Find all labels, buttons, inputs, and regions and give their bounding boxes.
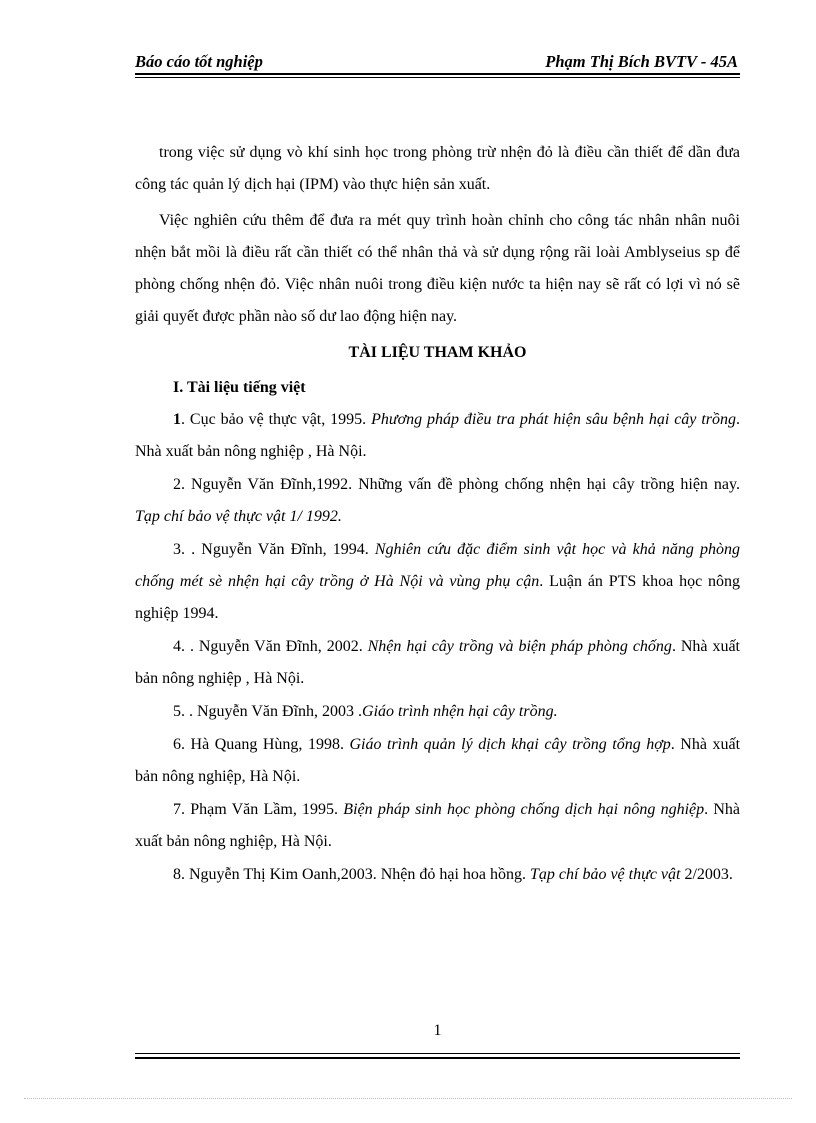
reference-number: 3.	[173, 541, 192, 558]
document-body	[135, 137, 740, 892]
footer-rule-thin	[135, 1053, 740, 1054]
reference-item: 1. Cục bảo vệ thực vật, 1995. Phương pháp điều tra phát hiện sâu bệnh hại cây trồng. Nhà xuất bản nông nghiệp , Hà Nội.	[135, 411, 740, 460]
reference-item: 5. . Nguyễn Văn Đĩnh, 2003 .Giáo trình nhện hại cây trồng.	[173, 703, 558, 720]
paragraph-1: trong việc sử dụng vò khí sinh học trong phòng trừ nhện đỏ là điều cần thiết để dần đưa công tác quản lý dịch hại (IPM) vào thực hiện sản xuất.	[135, 144, 740, 193]
references-title: TÀI LIỆU THAM KHẢO	[348, 344, 527, 361]
reference-number: 6.	[173, 736, 191, 753]
page-number: 1	[433, 1022, 442, 1039]
reference-number: 8.	[173, 866, 189, 883]
reference-number: 1	[173, 411, 181, 428]
reference-item: 8. Nguyễn Thị Kim Oanh,2003. Nhện đỏ hại hoa hồng. Tạp chí bảo vệ thực vật 2/2003.	[173, 866, 733, 883]
page-bottom-divider	[24, 1098, 792, 1099]
paragraph-2: Việc nghiên cứu thêm để đưa ra mét quy trình hoàn chỉnh cho công tác nhân nhân nuôi nhện bắt mồi là điều rất cần thiết có thể nhân thả và sử dụng rộng rãi loài Amblyseius sp để phòng chống nhện đỏ. Việc nhân nuôi trong điều kiện nước ta hiện nay sẽ rất có lợi vì nó sẽ giải quyết được phần nào số dư lao động hiện nay.	[135, 212, 740, 325]
reference-item: 4. . Nguyễn Văn Đĩnh, 2002. Nhện hại cây trồng và biện pháp phòng chống. Nhà xuất bản nông nghiệp , Hà Nội.	[135, 638, 741, 687]
references-section-heading: I. Tài liệu tiếng việt	[173, 379, 306, 396]
reference-number: 4.	[173, 638, 190, 655]
reference-item: 2. Nguyễn Văn Đĩnh,1992. Những vấn đề phòng chống nhện hại cây trồng hiện nay. Tạp chí bảo vệ thực vật 1/ 1992.	[135, 476, 740, 525]
header-left-title: Báo cáo tốt nghiệp	[135, 52, 263, 71]
reference-number: 7.	[173, 801, 191, 818]
reference-item: 7. Phạm Văn Lầm, 1995. Biện pháp sinh học phòng chống dịch hại nông nghiệp. Nhà xuất bản nông nghiệp, Hà Nội.	[135, 801, 741, 850]
reference-number: 5.	[173, 703, 189, 720]
reference-number: 2.	[173, 476, 192, 493]
footer-rule-thick	[135, 1057, 740, 1059]
page-header	[135, 46, 740, 72]
header-rule-thick	[135, 73, 740, 75]
reference-item: 6. Hà Quang Hùng, 1998. Giáo trình quản lý dịch khại cây trồng tổng hợp. Nhà xuất bản nông nghiệp, Hà Nội.	[135, 736, 741, 785]
header-rule-thin	[135, 77, 740, 78]
header-right-author: Phạm Thị Bích BVTV - 45A	[545, 52, 738, 71]
reference-item: 3. . Nguyễn Văn Đĩnh, 1994. Nghiên cứu đặc điểm sinh vật học và khả năng phòng chống mét sè nhện hại cây trồng ở Hà Nội và vùng phụ cận. Luận án PTS khoa học nông nghiệp 1994.	[135, 541, 741, 622]
